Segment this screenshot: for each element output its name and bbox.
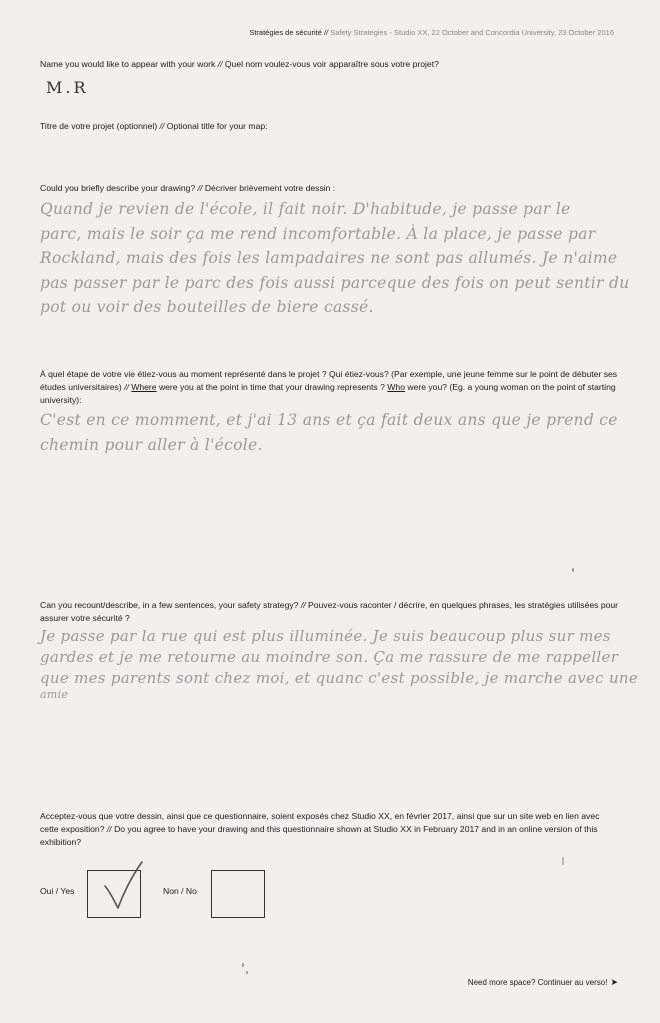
question-separator: //	[300, 600, 306, 610]
question-life-stage-en2: were you? (Eg. a young woman on the point of starting university):	[40, 382, 616, 405]
header-title-fr: Stratégies de sécurité	[249, 28, 322, 37]
question-life-stage-who: Who	[387, 382, 405, 392]
question-name-en: Name you would like to appear with your work	[40, 59, 216, 69]
answer-line: Quand je revien de l'école, il fait noir. D'habitude, je passe par le	[40, 200, 571, 218]
answer-line: parc, mais le soir ça me rend incomfortable. À la place, je passe par	[40, 224, 596, 243]
question-life-stage	[40, 368, 620, 407]
question-separator: //	[217, 59, 223, 69]
answer-line: gardes et je me retourne au moindre son. Ça me rassure de me rappeller	[40, 648, 619, 666]
question-title-fr: Titre de votre projet (optionnel)	[40, 121, 158, 131]
question-consent	[40, 810, 620, 849]
answer-line: pot ou voir des bouteilles de biere cassé.	[40, 298, 374, 316]
question-separator: //	[124, 382, 129, 392]
question-describe-fr: Décriver brièvement votre dessin :	[204, 183, 336, 193]
question-life-stage-fr: À quel étape de votre vie étiez-vous au moment représenté dans le projet ? Qui étiez-vous? (Par exemple, une jeune femme sur le point de débuter ses études universitaires)	[40, 369, 618, 392]
header-title-en: Safety Strategies - Studio XX, 22 October and Concordia University, 23 October 2016	[330, 28, 614, 37]
question-life-stage-where: Where	[131, 382, 157, 392]
answer-line: chemin pour aller à l'école.	[40, 435, 263, 454]
paper-mark	[242, 963, 244, 967]
header-separator: //	[323, 28, 329, 37]
arrow-right-icon: ➤	[610, 977, 618, 987]
question-strategy-fr: Pouvez-vous raconter / décrire, en quelques phrases, les stratégies utilisées pour assurer votre sécurité ?	[40, 600, 619, 623]
answer-name[interactable]: M.R	[46, 78, 89, 97]
paper-mark	[246, 971, 248, 974]
question-strategy-en: Can you recount/describe, in a few sentences, your safety strategy?	[40, 600, 299, 610]
question-consent-fr: Acceptez-vous que votre dessin, ainsi que ce questionnaire, soient exposés chez Studio XX, en février 2017, ainsi que sur un site web en lien avec cette exposition?	[40, 811, 600, 834]
answer-describe[interactable]	[40, 197, 640, 320]
checkmark-icon	[100, 858, 146, 912]
question-separator: //	[106, 824, 112, 834]
question-consent-en: Do you agree to have your drawing and this questionnaire shown at Studio XX in February 2017 and in an online version of this exhibition?	[40, 824, 598, 847]
answer-line: Rockland, mais des fois les lampadaires ne sont pas allumés. Je n'aime	[40, 249, 618, 267]
answer-line: C'est en ce momment, et j'ai 13 ans et ça fait deux ans que je prend ce	[40, 411, 618, 429]
footer-text: Need more space? Continuer au verso!	[467, 978, 608, 987]
consent-no-label: Non / No	[163, 886, 197, 896]
answer-life-stage[interactable]	[40, 408, 640, 457]
question-title	[40, 120, 620, 133]
answer-strategy[interactable]	[40, 626, 640, 701]
question-name	[40, 58, 620, 71]
answer-line: pas passer par le parc des fois aussi parceque des fois on peut sentir du	[40, 273, 630, 292]
page-footer	[468, 977, 618, 988]
consent-no-checkbox[interactable]	[211, 870, 265, 918]
question-separator: //	[159, 121, 165, 131]
question-name-fr: Quel nom voulez-vous voir apparaître sous votre projet?	[224, 59, 439, 69]
question-describe-en: Could you briefly describe your drawing?	[40, 183, 196, 193]
question-title-en: Optional title for your map:	[166, 121, 268, 131]
answer-line: amie	[40, 688, 69, 701]
paper-mark	[572, 568, 574, 572]
question-separator: //	[197, 183, 203, 193]
page-header	[249, 28, 614, 37]
question-life-stage-en1: were you at the point in time that your drawing represents ?	[156, 382, 388, 392]
paper-mark	[562, 857, 564, 865]
answer-line: Je passe par la rue qui est plus illuminée. Je suis beaucoup plus sur mes	[40, 627, 611, 645]
answer-line: que mes parents sont chez moi, et quanc c'est possible, je marche avec une	[40, 669, 639, 687]
question-strategy	[40, 599, 620, 625]
consent-yes-label: Oui / Yes	[40, 886, 75, 896]
question-describe	[40, 182, 620, 195]
